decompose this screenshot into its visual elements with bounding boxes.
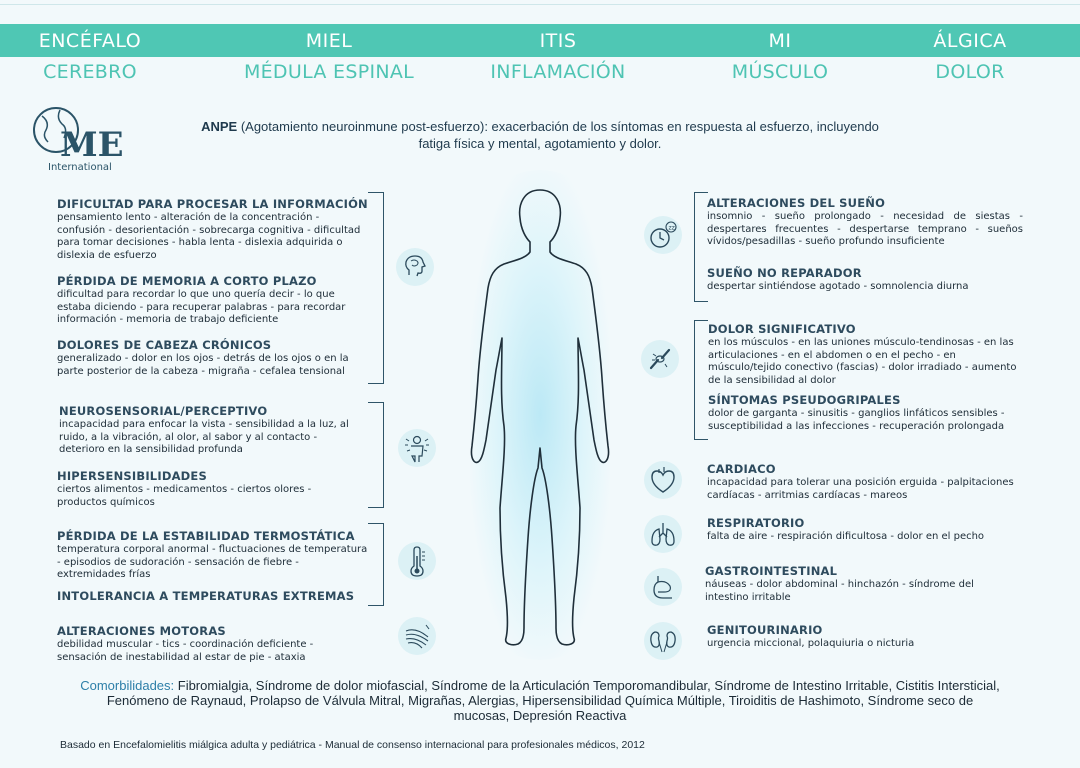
section-gastrointestinal (705, 564, 1005, 604)
globe-logo-icon (30, 98, 130, 178)
etymology-meaning: CEREBRO (43, 61, 137, 83)
left-bracket-cognitive (368, 192, 384, 384)
etymology-word: ITIS (539, 30, 577, 52)
left-bracket-thermal (368, 523, 384, 606)
section-text: incapacidad para enfocar la vista - sensibilidad a la luz, al ruido, a la vibración, al olor, al sabor y al contacto - deterioro en la sensibilidad profunda (59, 419, 349, 455)
human-body-outline (440, 178, 640, 658)
section-title: NEUROSENSORIAL/PERCEPTIVO (59, 404, 268, 418)
comorbidities (80, 678, 1000, 723)
section-flu-like-symptoms (708, 393, 1024, 433)
svg-text:zz: zz (668, 224, 675, 232)
etymology-meaning: MÉDULA ESPINAL (243, 61, 415, 83)
section-title: RESPIRATORIO (707, 516, 805, 530)
section-temperature-intolerance (57, 589, 369, 604)
section-short-term-memory (57, 274, 369, 327)
section-information-processing (57, 197, 369, 262)
top-divider (0, 4, 1080, 5)
logo-mark: ME (60, 125, 124, 165)
muscle-fiber-icon (398, 617, 436, 655)
sleep-clock-icon (644, 216, 682, 254)
section-text: náuseas - dolor abdominal - hinchazón - síndrome del intestino irritable (705, 579, 974, 603)
etymology-meaning: INFLAMACIÓN (490, 61, 626, 83)
section-title: PÉRDIDA DE MEMORIA A CORTO PLAZO (57, 274, 317, 288)
etymology-itis (448, 24, 668, 85)
etymology-meaning: DOLOR (935, 61, 1005, 83)
section-title: ALTERACIONES DEL SUEÑO (707, 196, 886, 210)
etymology-encefalo (0, 24, 200, 85)
section-text: debilidad muscular - tics - coordinación deficiente - sensación de inestabilidad al estar de pie - ataxia (57, 639, 314, 663)
section-text: generalizado - dolor en los ojos - detrás de los ojos o en la parte posterior de la cabeza - migraña - cefalea tensional (57, 353, 349, 377)
etymology-mi (670, 24, 890, 85)
kidneys-icon (644, 622, 682, 660)
etymology-word: ÁLGICA (933, 30, 1007, 52)
section-text: dolor de garganta - sinusitis - ganglios linfáticos sensibles - susceptibilidad a las infecciones - recuperación prolongada (708, 408, 1005, 432)
section-unrefreshing-sleep (707, 266, 1023, 294)
anpe-term: ANPE (201, 119, 238, 134)
section-title: GENITOURINARIO (707, 623, 823, 637)
joint-pain-icon (641, 340, 679, 378)
sensory-person-icon (398, 429, 436, 467)
section-hypersensitivities (57, 469, 347, 509)
section-text: incapacidad para tolerar una posición erguida - palpitaciones cardíacas - arritmias cardíacas - mareos (707, 477, 1014, 501)
etymology-word: MIEL (305, 30, 353, 52)
section-chronic-headaches (57, 338, 369, 378)
section-text: dificultad para recordar lo que uno quería decir - lo que estaba diciendo - para recuperar palabras - para recordar información - memoria de trabajo deficiente (57, 289, 346, 325)
me-international-logo (30, 98, 130, 178)
section-title: DIFICULTAD PARA PROCESAR LA INFORMACIÓN (57, 197, 368, 211)
lungs-icon (644, 515, 682, 553)
brain-head-icon (396, 248, 434, 286)
section-text: en los músculos - en las uniones músculo-tendinosas - en las articulaciones - en el abdomen o en el pecho - en músculo/tejido conectivo (fascias) - dolor irradiado - aumento de la sensibilidad al dolor (708, 337, 1017, 386)
section-title: CARDIACO (707, 462, 776, 476)
etymology-miel (219, 24, 439, 85)
section-neurosensory (59, 404, 364, 457)
section-title: HIPERSENSIBILIDADES (57, 469, 207, 483)
heart-icon (644, 461, 682, 499)
comorbidities-label: Comorbilidades: (80, 678, 175, 693)
section-respiratory (707, 516, 1027, 544)
anpe-text: (Agotamiento neuroinmune post-esfuerzo): exacerbación de los síntomas en respuesta al esfuerzo, incluyendo fatiga física y mental, agotamiento y dolor. (237, 119, 879, 151)
section-title: DOLORES DE CABEZA CRÓNICOS (57, 338, 272, 352)
section-thermostatic-stability (57, 529, 369, 582)
section-text: insomnio - sueño prolongado - necesidad de siestas - despertares frecuentes - despertarse temprano - sueños vívidos/pesadillas - sueño profundo insuficiente (707, 211, 1023, 247)
section-title: PÉRDIDA DE LA ESTABILIDAD TERMOSTÁTICA (57, 529, 355, 543)
section-text: falta de aire - respiración dificultosa - dolor en el pecho (707, 531, 985, 542)
section-sleep-alterations (707, 196, 1023, 249)
left-bracket-sensory (368, 402, 384, 508)
etymology-word: MI (768, 30, 792, 52)
section-text: pensamiento lento - alteración de la concentración - confusión - desorientación - sobrecarga cognitiva - dificultad para tomar decisiones - habla lenta - dislexia adquirida o dislexia de esfuerzo (57, 212, 361, 261)
section-title: ALTERACIONES MOTORAS (57, 624, 226, 638)
section-title: GASTROINTESTINAL (705, 564, 838, 578)
comorbidities-text: Fibromialgia, Síndrome de dolor miofascial, Síndrome de la Articulación Temporomandibular, Síndrome de Intestino Irritable, Cistitis Intersticial, Fenómeno de Raynaud, Prolapso de Válvula Mitral, Migrañas, Alergias, Hipersensibilidad Química Múltiple, Tiroiditis de Hashimoto, Síndrome seco de mucosas, Depresión Reactiva (106, 678, 1000, 723)
source-citation: Basado en Encefalomielitis miálgica adulta y pediátrica - Manual de consenso internacional para profesionales médicos, 2012 (60, 739, 645, 751)
section-significant-pain (708, 322, 1024, 387)
section-text: despertar sintiéndose agotado - somnolencia diurna (707, 281, 969, 292)
stomach-icon (644, 568, 682, 606)
right-bracket-pain (694, 320, 708, 440)
etymology-meaning: MÚSCULO (731, 61, 829, 83)
etymology-algica (860, 24, 1080, 85)
thermometer-icon (398, 542, 436, 580)
section-title: SUEÑO NO REPARADOR (707, 266, 862, 280)
section-title: DOLOR SIGNIFICATIVO (708, 322, 856, 336)
section-cardiac (707, 462, 1027, 502)
section-title: INTOLERANCIA A TEMPERATURAS EXTREMAS (57, 589, 355, 603)
etymology-word: ENCÉFALO (38, 30, 142, 52)
logo-subtitle: International (48, 162, 112, 173)
section-genitourinary (707, 623, 1027, 651)
section-text: ciertos alimentos - medicamentos - ciertos olores - productos químicos (57, 484, 312, 508)
right-bracket-sleep (694, 192, 708, 302)
section-motor-alterations (57, 624, 357, 664)
section-title: SÍNTOMAS PSEUDOGRIPALES (708, 393, 901, 407)
section-text: temperatura corporal anormal - fluctuaciones de temperatura - episodios de sudoración - sensación de fiebre - extremidades frías (57, 544, 368, 580)
anpe-definition (190, 118, 890, 152)
section-text: urgencia miccional, polaquiuria o nicturia (707, 638, 915, 649)
